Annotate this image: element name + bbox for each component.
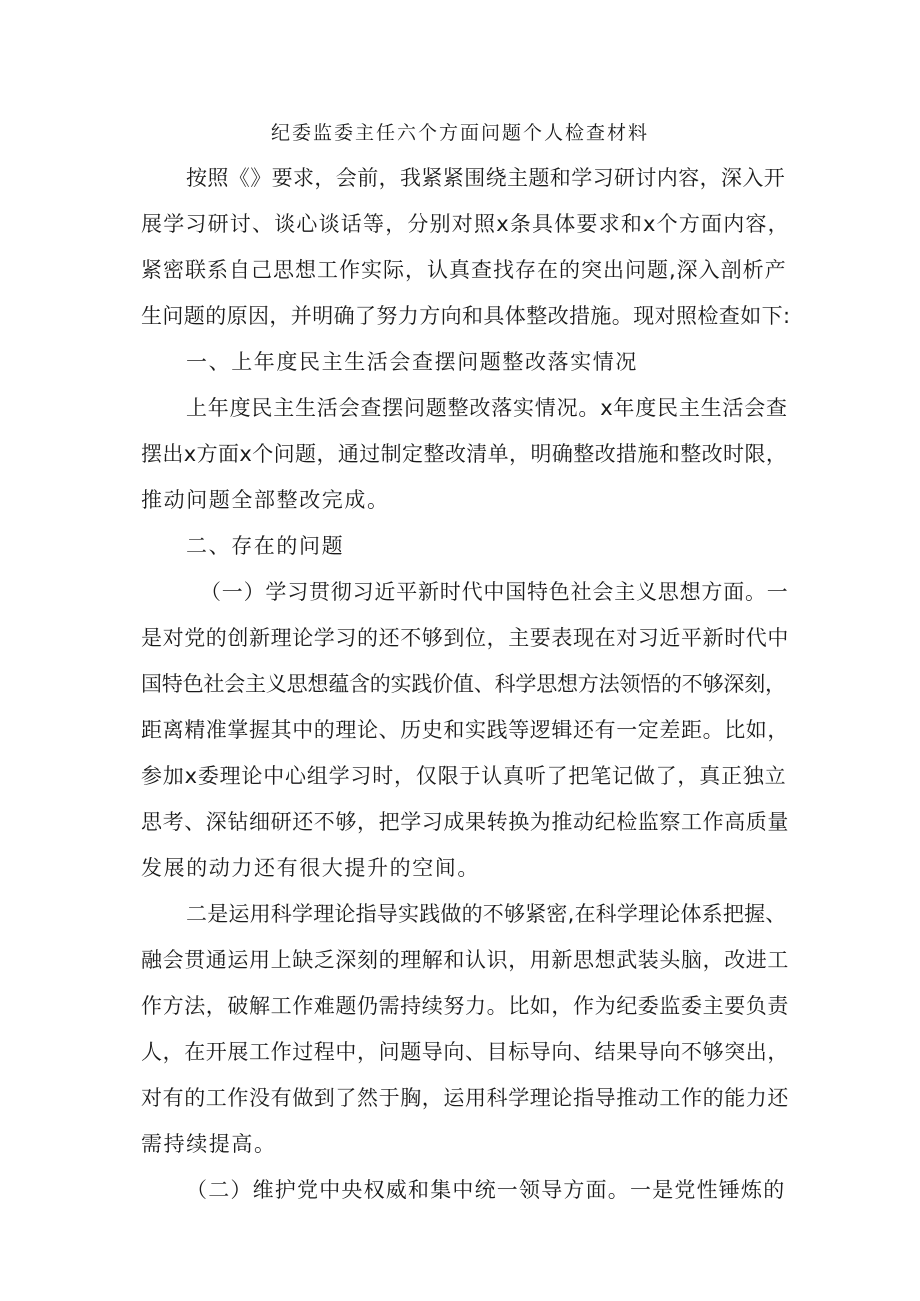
- paragraph-line: 国特色社会主义思想蕴含的实践价值、科学思想方法领悟的不够深刻，: [141, 672, 786, 696]
- paragraph-line: 生问题的原因，并明确了努力方向和具体整改措施。现对照检查如下:: [141, 304, 791, 328]
- paragraph-line: 二是运用科学理论指导实践做的不够紧密,在科学理论体系把握、: [186, 902, 787, 926]
- paragraph-line: 融会贯通运用上缺乏深刻的理解和认识，用新思想武装头脑，改进工: [141, 948, 789, 972]
- paragraph-line: 发展的动力还有很大提升的空间。: [141, 856, 480, 880]
- paragraph-line: 距离精准掌握其中的理论、历史和实践等逻辑还有一定差距。比如，: [141, 718, 789, 742]
- paragraph-line: 上年度民主生活会查摆问题整改落实情况。x年度民主生活会查: [186, 396, 788, 420]
- paragraph-line: 是对党的创新理论学习的还不够到位，主要表现在对习近平新时代中: [141, 626, 789, 650]
- paragraph-line: 思考、深钻细研还不够，把学习成果转换为推动纪检监察工作高质量: [141, 810, 789, 834]
- paragraph-line: 推动问题全部整改完成。: [141, 488, 390, 512]
- paragraph-line: （一）学习贯彻习近平新时代中国特色社会主义思想方面。一: [200, 580, 789, 604]
- paragraph-line: （二）维护党中央权威和集中统一领导方面。一是党性锤炼的: [186, 1178, 786, 1202]
- paragraph-line: 参加x委理论中心组学习时，仅限于认真听了把笔记做了，真正独立: [141, 764, 787, 788]
- section-heading: 一、上年度民主生活会查摆问题整改落实情况: [186, 350, 638, 374]
- document-title: 纪委监委主任六个方面问题个人检查材料: [270, 122, 649, 144]
- paragraph-line: 摆出x方面x个问题，通过制定整改清单，明确整改措施和整改时限，: [141, 442, 788, 466]
- paragraph-line: 人，在开展工作过程中，问题导向、目标导向、结果导向不够突出，: [141, 1040, 789, 1064]
- paragraph-line: 需持续提高。: [141, 1132, 277, 1156]
- paragraph-line: 展学习研讨、谈心谈话等，分别对照x条具体要求和x个方面内容，: [141, 212, 790, 236]
- paragraph-line: 作方法，破解工作难题仍需持续努力。比如，作为纪委监委主要负责: [141, 994, 789, 1018]
- section-heading: 二、存在的问题: [186, 534, 345, 558]
- paragraph-line: 紧密联系自己思想工作实际，认真查找存在的突出问题,深入剖析产: [141, 258, 787, 282]
- paragraph-line: 对有的工作没有做到了然于胸，运用科学理论指导推动工作的能力还: [141, 1086, 789, 1110]
- paragraph-line: 按照《》要求，会前，我紧紧围绕主题和学习研讨内容，深入开: [186, 166, 786, 190]
